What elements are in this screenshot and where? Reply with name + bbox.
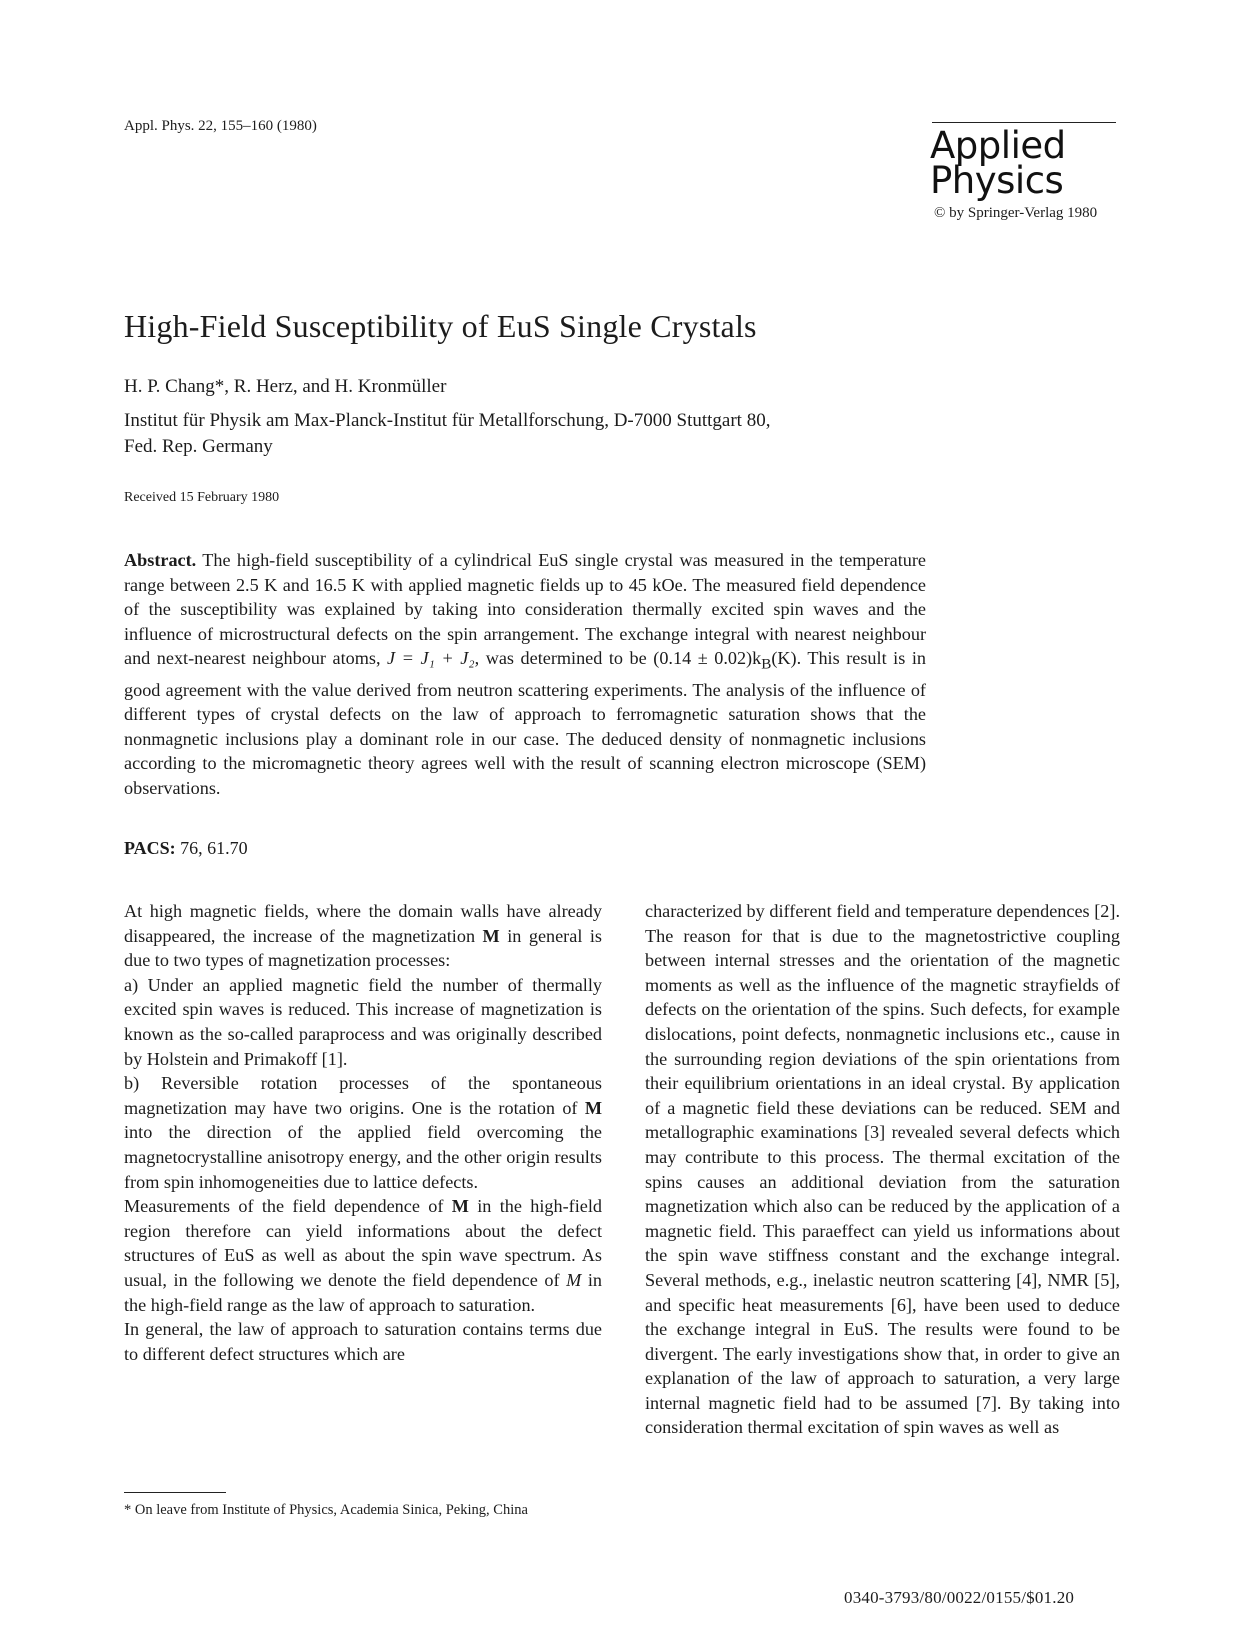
footnote: * On leave from Institute of Physics, Academia Sinica, Peking, China [124, 1502, 528, 1518]
text-run: At high magnetic fields, where the domain walls have already disappeared, the increase of the magnetization [124, 901, 602, 946]
text-run: in the high-field range as the law of approach to saturation. [124, 1269, 602, 1315]
pacs-label: PACS: [124, 838, 176, 858]
abstract [124, 548, 926, 801]
abstract-value-tail: (K) [771, 648, 797, 669]
symbol-M: M [482, 925, 500, 946]
abstract-text-1: The high-field susceptibility of a cylindrical EuS single crystal was measured in the temperature range between 2.5 K and 16.5 K with applied magnetic fields up to 45 kOe. The measured field dependence of the susceptibility was explained by taking into consideration thermally excited spin waves and the influence of microstructural defects on the spin arrangement. The exchange integral with nearest neighbour and next-nearest neighbour atoms, [124, 550, 926, 669]
symbol-M: M [584, 1097, 602, 1118]
paper-title: High-Field Susceptibility of EuS Single Crystals [124, 308, 757, 344]
affiliation-line-1: Institut für Physik am Max-Planck-Institut für Metallforschung, D-7000 Stuttgart 80, [124, 410, 771, 431]
paragraph [124, 1071, 602, 1194]
text-run: b) Reversible rotation processes of the spontaneous magnetization may have two origins. One is the rotation of [124, 1073, 602, 1118]
paragraph [124, 1194, 602, 1317]
logo-rule [932, 122, 1116, 123]
author-affiliation [124, 408, 944, 460]
pacs-line [124, 838, 248, 859]
article-code: 0340-3793/80/0022/0155/$01.20 [844, 1588, 1075, 1607]
paper-authors: H. P. Chang*, R. Herz, and H. Kronmüller [124, 376, 447, 397]
pacs-value: 76, 61.70 [175, 838, 248, 858]
text-run: in general is due to two types of magnetization processes: [124, 925, 602, 971]
footnote-rule [124, 1492, 226, 1493]
symbol-M-italic: M [566, 1269, 582, 1290]
journal-logo-line-1: Applied [930, 124, 1066, 167]
received-date: Received 15 February 1980 [124, 490, 280, 505]
paragraph: characterized by different field and temperature dependences [2]. The reason for that is due to the magnetostrictive coupling between internal stresses and the orientation of the magnetic moments as well as the influence of the magnetic strayfields of defects on the orientation of the spins. Such defects, for example dislocations, point defects, nonmagnetic inclusions etc., cause in the surrounding region deviations of the spin orientations from their equilibrium orientations in an ideal crystal. By application of a magnetic field these deviations can be reduced. SEM and metallographic examinations [3] revealed several defects which may contribute to this process. The thermal excitation of the spins causes an additional deviation from the saturation magnetization which also can be reduced by the application of a magnetic field. This paraeffect can yield us informations about the spin wave stiffness constant and the exchange integral. Several methods, e.g., inelastic neutron scattering [4], NMR [5], and specific heat measurements [6], have been used to deduce the exchange integral in EuS. The results were found to be divergent. The early investigations show that, in order to give an explanation of the law of approach to saturation, a very large internal magnetic field had to be assumed [7]. By taking into consideration thermal excitation of spin waves as well as [645, 901, 1120, 1438]
journal-citation: Appl. Phys. 22, 155–160 (1980) [124, 118, 317, 134]
abstract-text-2: , was determined to be [474, 648, 654, 669]
symbol-M: M [451, 1196, 469, 1217]
abstract-label: Abstract. [124, 550, 197, 570]
paragraph [124, 899, 602, 973]
text-run: in the high-field region therefore can yield informations about the defect structures of EuS as well as about the spin wave spectrum. As usual, in the following we denote the field dependence of [124, 1196, 602, 1290]
abstract-formula: J = J₁ + J₂ [387, 648, 475, 669]
copyright-notice: © by Springer-Verlag 1980 [934, 205, 1098, 221]
paragraph: In general, the law of approach to saturation contains terms due to different defect structures which are [124, 1319, 602, 1364]
paragraph: a) Under an applied magnetic field the number of thermally excited spin waves is reduced. This increase of magnetization is known as the so-called paraprocess and was originally described by Holstein and Primakoff [1]. [124, 974, 602, 1069]
abstract-text-3: . This result is in good agreement with the value derived from neutron scattering experiments. The analysis of the influence of different types of crystal defects on the law of approach to ferromagnetic saturation shows that the nonmagnetic inclusions play a dominant role in our case. The deduced density of nonmagnetic inclusions according to the micromagnetic theory agrees well with the result of scanning electron microscope (SEM) observations. [124, 648, 926, 798]
text-run: into the direction of the applied field overcoming the magnetocrystalline anisotropy energy, and the other origin results from spin inhomogeneities due to lattice defects. [124, 1122, 602, 1192]
abstract-value: (0.14 ± 0.02)k [653, 648, 762, 669]
abstract-value-sub: B [761, 656, 772, 674]
body-column-left [124, 899, 602, 1366]
journal-logo [930, 124, 1120, 202]
text-run: Measurements of the field dependence of [124, 1196, 452, 1217]
body-column-right [645, 899, 1120, 1440]
journal-logo-line-2: Physics [930, 159, 1064, 202]
affiliation-line-2: Fed. Rep. Germany [124, 436, 273, 457]
